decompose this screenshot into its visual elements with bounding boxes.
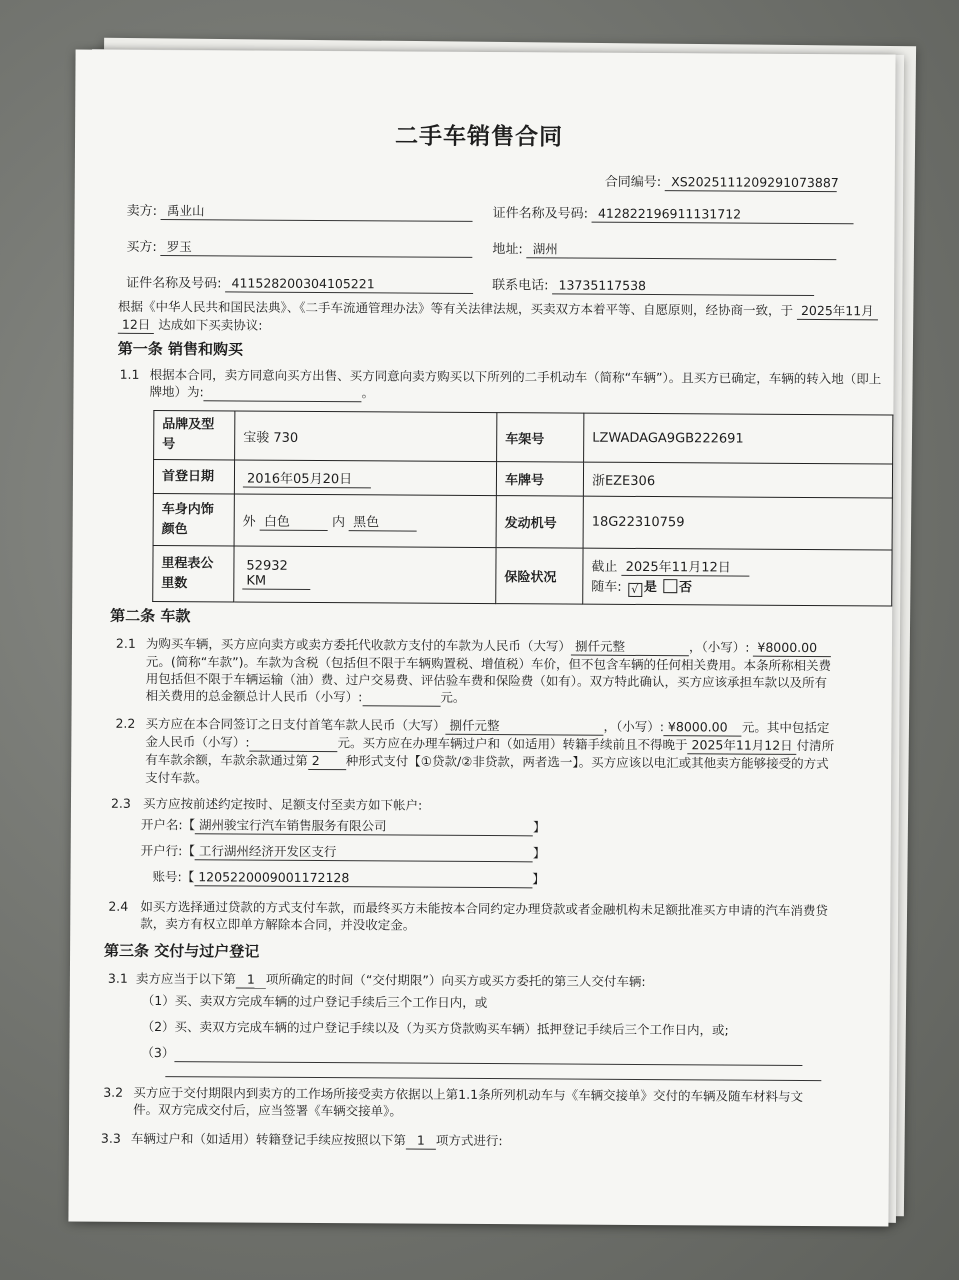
buyer-id-row: 证件名称及号码: 411528200304105221: [126, 274, 473, 294]
insurance-date: 2025年11月12日: [622, 556, 750, 577]
buyer-address: 湖州: [527, 240, 837, 260]
article-1-heading: 第一条 销售和购买: [117, 339, 244, 359]
account-name-row: 开户名:【 湖州骏宝行汽车销售服务有限公司 】: [140, 816, 546, 835]
clause-3-3-text: 车辆过户和（如适用）转籍登记手续应按照以下第 1 项方式进行:: [130, 1130, 503, 1149]
brand-label: 品牌及型号: [154, 410, 235, 459]
plate-value: 浙EZE306: [583, 462, 892, 498]
transfer-option: 1: [406, 1132, 436, 1150]
balance-deadline: 2025年11月12日: [688, 736, 797, 755]
intro-line: 根据《中华人民共和国民法典》、《二手车流通管理办法》等有关法律法规，买卖双方本着平等、自愿原则，经协商一致，于 2025年11月: [118, 298, 878, 321]
clause-2-2-text: 买方应在本合同签订之日支付首笔车款人民币（大写） 捌仟元整 ，（小写）: ¥8000.00 元。其中包括定金人民币（小写）: 元。买方应在办理车辆过户和（如适用）转籍手续前且不得晚于 2025年11月12日 付清所有车款余额，车款余款通过第 2 种形式支付【①贷款/②非贷款，两者选一】。买方应该以电汇或其他卖方能够接受的方式支付车款。: [145, 715, 835, 786]
color-cell: 外 白色 内 黑色: [234, 494, 496, 548]
clause-number: 2.1: [115, 635, 136, 651]
clause-number: 1.1: [119, 366, 140, 382]
clause-1-1-text: 根据本合同，卖方同意向买方出售、买方同意向卖方购买以下所列的二手机动车（简称“车辆”）。且买方已确定，车辆的转入地（即上牌地）为: 。: [149, 366, 882, 401]
address-row: 地址: 湖州: [492, 240, 836, 260]
insurance-cell: 截止 2025年11月12日 随车: √ 是 否: [583, 548, 892, 606]
mileage-label: 里程表公里数: [153, 545, 234, 601]
interior-color: 黑色: [349, 511, 417, 531]
plate-label: 车牌号: [496, 462, 583, 497]
blank-line: [165, 1076, 821, 1081]
clause-number: 2.4: [108, 898, 129, 914]
engine-label: 发动机号: [496, 496, 583, 549]
account-number: 1205220009001172128: [194, 868, 532, 888]
reg-date-cell: [234, 460, 496, 496]
seller-name: 禹业山: [161, 202, 473, 222]
down-payment-number: ¥8000.00: [664, 718, 742, 736]
clause-3-1-text: 卖方应当于以下第 1 项所确定的时间（“交付期限”）向买方或买方委托的第三人交付车辆:: [135, 970, 646, 990]
delivery-option: 1: [236, 971, 266, 989]
down-payment-uppercase: 捌仟元整: [445, 717, 603, 736]
color-label: 车身内饰颜色: [153, 493, 234, 545]
article-2-heading: 第二条 车款: [110, 606, 191, 626]
clause-3-2-text: 买方应于交付期限内到卖方的工作场所接受卖方依据以上第1.1条所列机动车与《车辆交接单》交付的车辆及随车材料与文件。双方完成交付后，应当签署《车辆交接单》。: [133, 1084, 804, 1119]
no-checkbox[interactable]: [663, 579, 677, 593]
contract-number: XS2025111209291073887: [665, 173, 837, 192]
article-3-heading: 第三条 交付与过户登记: [104, 941, 260, 961]
account-name: 湖州骏宝行汽车销售服务有限公司: [195, 816, 533, 836]
contract-number-row: 合同编号: XS2025111209291073887: [604, 174, 839, 191]
document-title: 二手车销售合同: [394, 123, 564, 151]
seller-row: 卖方: 禹业山: [127, 202, 473, 222]
clause-2-3-text: 买方应按前述约定按时、足额支付至卖方如下帐户:: [142, 795, 423, 813]
brand-value: 宝骏 730: [235, 411, 497, 462]
price-number: ¥8000.00: [753, 639, 831, 657]
contract-page: [68, 50, 895, 1227]
clause-number: 3.3: [100, 1130, 121, 1146]
buyer-name: 罗玉: [161, 238, 473, 258]
clause-number: 3.1: [107, 970, 128, 986]
signing-date-part1: 2025年11月: [797, 302, 878, 320]
reg-date-label: 首登日期: [153, 459, 234, 493]
seller-id: 412822196911131712: [592, 205, 854, 225]
account-number-row: 账号:【 1205220009001172128 】: [152, 868, 545, 887]
bank-name: 工行湖州经济开发区支行: [195, 842, 533, 862]
delivery-option-3: （3）: [141, 1044, 802, 1066]
mileage-value: 52932 KM: [242, 559, 310, 590]
buyer-row: 买方: 罗玉: [126, 238, 472, 258]
mileage-cell: [234, 546, 496, 604]
engine-value: 18G22310759: [583, 496, 892, 550]
clause-number: 2.3: [110, 795, 131, 811]
intro-line-2: 12日 达成如下买卖协议:: [118, 316, 263, 335]
seller-id-row: 证件名称及号码: 412822196911131712: [493, 204, 854, 224]
signing-date-part2: 12日: [118, 316, 155, 334]
vehicle-info-table: [152, 410, 893, 607]
vin-value: LZWADAGA9GB222691: [584, 413, 893, 464]
clause-2-4-text: 如买方选择通过贷款的方式支付车款，而最终买方未能按本合同约定办理贷款或者金融机构未足额批准买方申请的汽车消费贷款，卖方有权立即单方解除本合同，并没收定金。: [140, 898, 828, 933]
phone-row: 联系电话: 13735117538: [492, 276, 814, 296]
vin-label: 车架号: [497, 413, 584, 463]
payment-method: 2: [308, 752, 346, 770]
reg-date-value: 2016年05月20日: [243, 467, 371, 488]
bank-row: 开户行:【 工行湖州经济开发区支行 】: [140, 842, 546, 861]
buyer-id: 411528200304105221: [225, 274, 473, 294]
delivery-option-1: （1）买、卖双方完成车辆的过户登记手续后三个工作日内，或: [141, 992, 488, 1011]
clause-number: 2.2: [115, 715, 136, 731]
price-uppercase: 捌仟元整: [571, 638, 689, 657]
exterior-color: 白色: [260, 510, 328, 530]
delivery-option-2: （2）买、卖双方完成车辆的过户登记手续以及（为买方贷款购买车辆）抵押登记手续后三个工作日内，或;: [141, 1018, 729, 1038]
buyer-phone: 13735117538: [552, 276, 814, 296]
clause-2-1-text: 为购买车辆，买方应向卖方或卖方委托代收款方支付的车款为人民币（大写） 捌仟元整 ，（小写）: ¥8000.00元。(简称“车款”)。车款为含税（包括但不限于车辆购置税、增值税）车价，但不包含车辆的任何相关费用。本条所称相关费用包括但不限于车辆运输（油）费、过户交易费、评估验车费和保险费（如有）。双方特此确认，买方应该承担车款以及所有相关费用的总金额总计人民币（小写）: 元。: [145, 635, 832, 705]
yes-checkbox[interactable]: √: [628, 583, 642, 597]
insurance-label: 保险状况: [496, 548, 583, 605]
clause-number: 3.2: [103, 1084, 124, 1100]
